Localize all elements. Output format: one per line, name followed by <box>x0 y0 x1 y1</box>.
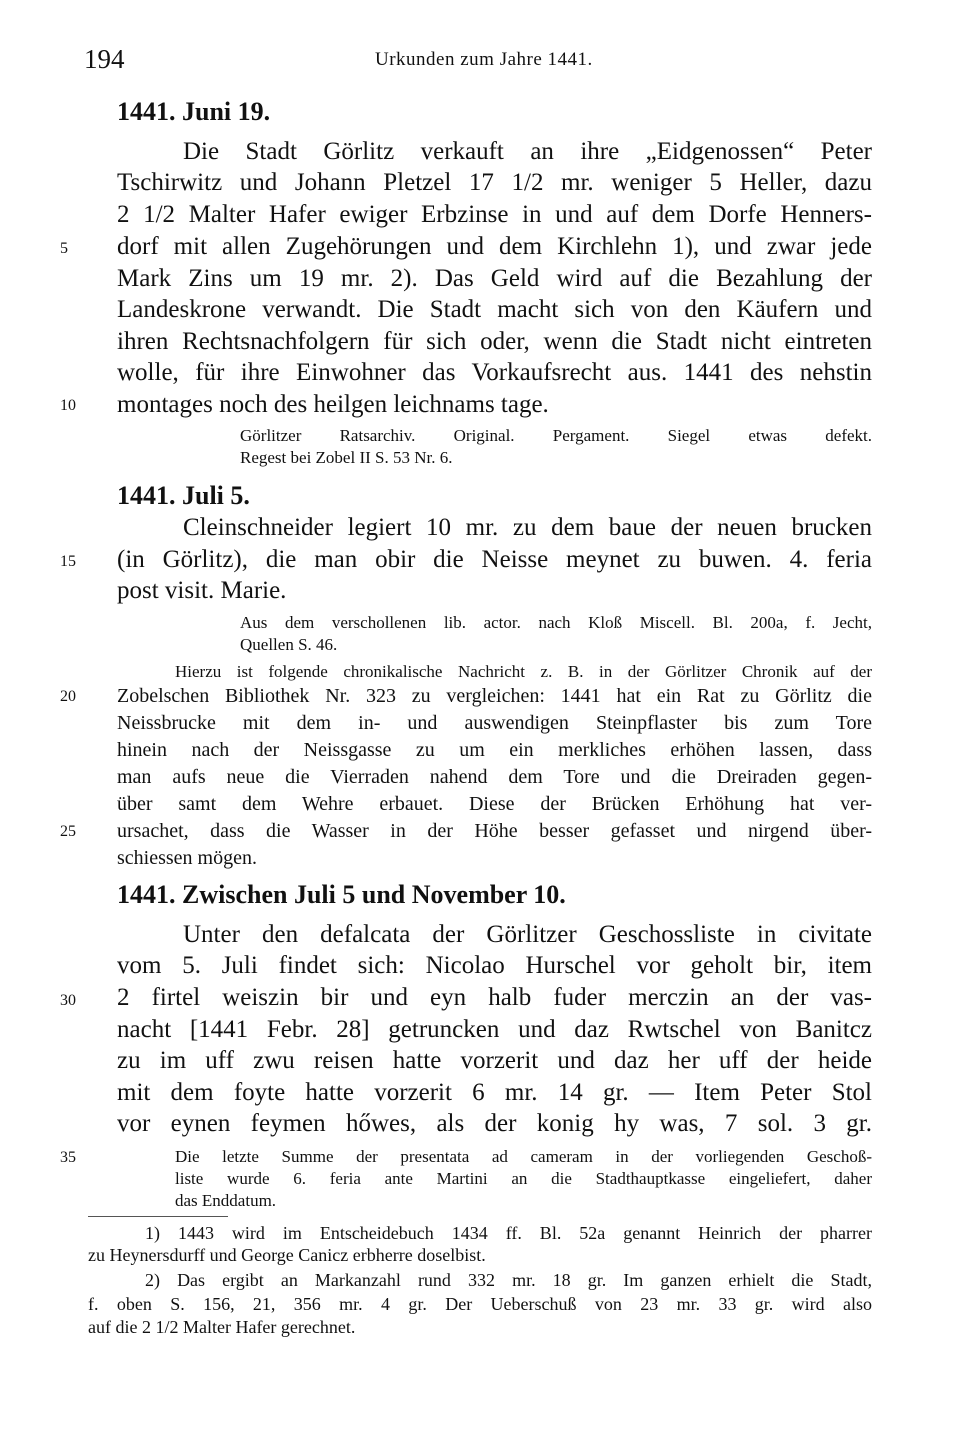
footnote-line: auf die 2 1/2 Malter Hafer gerechnet. <box>88 1317 356 1337</box>
remark-line: hinein nach der Neissgasse zu um ein merkliches erhöhen lassen, dass <box>117 739 872 761</box>
remark-line: Neissbrucke mit dem in- und auswendigen Steinpflaster bis zum Tore <box>117 712 872 734</box>
text-line: zu im uff zwu reisen hatte vorzerit und daz her uff der heide <box>117 1047 872 1074</box>
remark-line: man aufs neue die Vierraden nahend dem Tore und die Dreiraden gegen- <box>117 766 872 788</box>
line-number: 25 <box>60 823 76 840</box>
text-line: Tschirwitz und Johann Pletzel 17 1/2 mr. weniger 5 Heller, dazu <box>117 169 872 196</box>
source-note: Aus dem verschollenen lib. actor. nach Kloß Miscell. Bl. 200a, f. Jecht, <box>240 613 872 632</box>
text-line: Unter den defalcata der Görlitzer Geschossliste in civitate <box>183 921 872 948</box>
source-note: Görlitzer Ratsarchiv. Original. Pergament. Siegel etwas defekt. <box>240 426 872 445</box>
entry-heading: 1441. Zwischen Juli 5 und November 10. <box>117 880 566 909</box>
text-line: 2 1/2 Malter Hafer ewiger Erbzinse in und auf dem Dorfe Henners- <box>117 201 872 228</box>
entry-heading: 1441. Juli 5. <box>117 481 250 510</box>
remark-line: Die letzte Summe der presentata ad cameram in der vorliegenden Geschoß- <box>175 1147 872 1166</box>
entry-heading: 1441. Juni 19. <box>117 97 271 126</box>
remark-line: schiessen mögen. <box>117 847 257 869</box>
line-number: 30 <box>60 992 76 1009</box>
footnote-line: f. oben S. 156, 21, 356 mr. 4 gr. Der Ueberschuß von 23 mr. 33 gr. wird also <box>88 1294 872 1314</box>
remark-line: Zobelschen Bibliothek Nr. 323 zu vergleichen: 1441 hat ein Rat zu Görlitz die <box>117 685 872 707</box>
source-note: Quellen S. 46. <box>240 635 338 654</box>
footnote-line: 2) Das ergibt an Markanzahl rund 332 mr. 18 gr. Im ganzen erhielt die Stadt, <box>145 1270 872 1290</box>
text-line: nacht [1441 Febr. 28] getruncken und daz Rwtschel von Banitcz <box>117 1016 872 1043</box>
text-line: ihren Rechtsnachfolgern für sich oder, wenn die Stadt nicht eintreten <box>117 328 872 355</box>
text-line: Die Stadt Görlitz verkauft an ihre „Eidgenossen“ Peter <box>183 138 872 165</box>
text-line: dorf mit allen Zugehörungen und dem Kirchlehn 1), und zwar jede <box>117 233 872 260</box>
remark-line: ursachet, dass die Wasser in der Höhe besser gefasset und nirgend über- <box>117 820 872 842</box>
source-note: Regest bei Zobel II S. 53 Nr. 6. <box>240 448 453 467</box>
text-line: montages noch des heilgen leichnams tage. <box>117 391 549 418</box>
remark-line: über samt dem Wehre erbauet. Diese der Brücken Erhöhung hat ver- <box>117 793 872 815</box>
running-title: Urkunden zum Jahre 1441. <box>375 49 593 70</box>
footnote-rule <box>88 1216 228 1217</box>
line-number: 15 <box>60 553 76 570</box>
line-number: 35 <box>60 1149 76 1166</box>
footnote-line: zu Heynersdurff und George Canicz erbherre doselbist. <box>88 1245 486 1265</box>
remark-line: das Enddatum. <box>175 1191 277 1210</box>
remark-line: liste wurde 6. feria ante Martini an die Stadthauptkasse eingeliefert, daher <box>175 1169 872 1188</box>
text-line: Cleinschneider legiert 10 mr. zu dem baue der neuen brucken <box>183 514 872 541</box>
text-line: 2 firtel weiszin bir und eyn halb fuder merczin an der vas- <box>117 984 872 1011</box>
text-line: Landeskrone verwandt. Die Stadt macht sich von den Käufern und <box>117 296 872 323</box>
text-line: post visit. Marie. <box>117 577 287 604</box>
text-line: (in Görlitz), die man obir die Neisse meynet zu buwen. 4. feria <box>117 546 872 573</box>
line-number: 10 <box>60 397 76 414</box>
line-number: 5 <box>60 240 68 257</box>
text-line: vor eynen feymen hőwes, als der konig hy was, 7 sol. 3 gr. <box>117 1110 872 1137</box>
line-number: 20 <box>60 688 76 705</box>
text-line: vom 5. Juli findet sich: Nicolao Hurschel vor geholt bir, item <box>117 952 872 979</box>
footnote-line: 1) 1443 wird im Entscheidebuch 1434 ff. Bl. 52a genannt Heinrich der pharrer <box>145 1223 872 1243</box>
text-line: Mark Zins um 19 mr. 2). Das Geld wird auf die Bezahlung der <box>117 265 872 292</box>
text-line: mit dem foyte hatte vorzerit 6 mr. 14 gr. — Item Peter Stol <box>117 1079 872 1106</box>
remark-line: Hierzu ist folgende chronikalische Nachricht z. B. in der Görlitzer Chronik auf der <box>175 662 872 681</box>
text-line: wolle, für ihre Einwohner das Vorkaufsrecht aus. 1441 des nehstin <box>117 359 872 386</box>
page-number: 194 <box>84 44 125 74</box>
